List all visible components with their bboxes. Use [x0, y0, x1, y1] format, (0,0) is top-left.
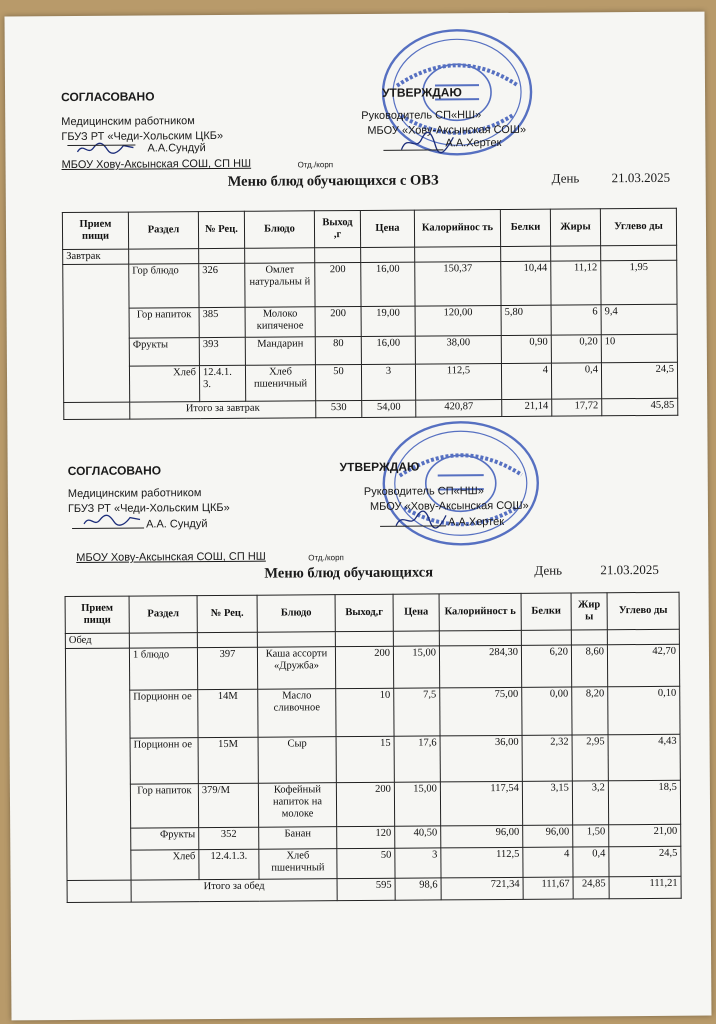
cell-zh: 8,60: [571, 645, 607, 687]
header-cell: Прием пищи: [65, 596, 129, 633]
cell-razdel: Хлеб: [131, 850, 199, 880]
cell-zh: 1,50: [573, 825, 609, 847]
cell-dish: Масло сливочное: [258, 689, 336, 738]
cell-vyhod: 80: [315, 336, 361, 364]
cell-u: 24,5: [601, 362, 677, 399]
cell-zh: 3,2: [572, 781, 608, 825]
header-cell: Раздел: [129, 596, 197, 633]
total-zh: 24,85: [573, 877, 609, 899]
cell-dish: Сыр: [258, 737, 336, 784]
table-row: [63, 334, 677, 366]
cell-razdel: Порционн ое: [130, 738, 198, 784]
cell-vyhod: 10: [336, 688, 394, 736]
header-cell: Раздел: [128, 212, 198, 249]
cell-u: 24,5: [609, 846, 681, 877]
cell-rec: 12.4.1.3.: [199, 849, 259, 879]
cell-vyhod: 15: [336, 736, 394, 782]
cell-u: 9,4: [601, 304, 677, 335]
cell-kcal: 96,00: [441, 825, 523, 848]
cell-kcal: 284,30: [439, 645, 521, 688]
left-line-1: Медицинским работником: [67, 487, 202, 501]
cell-kcal: 36,00: [440, 735, 522, 782]
header-cell: Выход ,г: [314, 210, 360, 247]
header-cell: Калорийност ь: [439, 593, 521, 631]
header-cell: Цена: [360, 210, 414, 247]
cell-price: 17,6: [394, 736, 440, 782]
cell-price: 16,00: [361, 336, 415, 364]
right-line-2: МБОУ «Хову-Аксынская СОШ»: [369, 499, 529, 513]
day-label: День: [534, 562, 563, 578]
left-line-3: А.А.Сундуй: [147, 142, 206, 155]
cell-razdel: Фрукты: [131, 828, 199, 850]
cell-dish: Хлеб пшеничный: [245, 365, 315, 401]
cell-zh: 2,95: [572, 735, 608, 781]
menu-date: 21.03.2025: [600, 561, 659, 578]
cell-vyhod: 50: [337, 848, 395, 878]
cell-dish: Каша ассорти «Дружба»: [257, 647, 335, 690]
cell-u: 4,43: [608, 734, 680, 781]
cell-razdel: Гор напиток: [130, 784, 198, 828]
cell-b: 2,32: [522, 735, 572, 781]
right-line-1: Руководитель СП«НШ»: [361, 109, 482, 122]
left-line-2: ГБУЗ РТ «Чеди-Хольским ЦКБ»: [67, 501, 230, 516]
cell-b: 10,44: [501, 261, 551, 305]
cell-b: 4: [523, 847, 573, 877]
cell-rec: 15М: [198, 737, 258, 783]
document-page: [5, 12, 712, 1021]
approved-left-label: СОГЛАСОВАНО: [67, 463, 162, 479]
cell-u: 18,5: [608, 780, 680, 825]
table-row: [63, 304, 677, 338]
cell-price: 3: [361, 364, 415, 400]
cell-zh: 8,20: [572, 687, 608, 735]
cell-razdel: Гор блюдо: [129, 264, 199, 308]
right-line-3: А.А.Хертек: [445, 136, 502, 150]
cell-rec: 14М: [198, 689, 258, 737]
table-header: [65, 592, 679, 633]
header-cell: Белки: [521, 593, 571, 630]
cell-rec: 352: [199, 827, 259, 849]
cell-vyhod: 50: [315, 364, 361, 400]
cell-u: 10: [601, 334, 677, 363]
cell-rec: 326: [199, 263, 245, 307]
table-row: [63, 362, 677, 402]
cell-dish: Мандарин: [245, 337, 315, 365]
cell-zh: 0,4: [573, 847, 609, 877]
cell-b: 5,80: [501, 305, 551, 335]
left-line-3: А.А. Сундуй: [146, 518, 208, 531]
total-kcal: 721,34: [441, 877, 523, 900]
cell-dish: Хлеб пшеничный: [259, 849, 337, 880]
cell-price: 3: [395, 848, 441, 878]
cell-dish: Молоко кипяченое: [245, 307, 315, 337]
cell-price: 16,00: [361, 262, 415, 306]
cell-razdel: Гор напиток: [129, 308, 199, 338]
cell-u: 1,95: [601, 260, 677, 305]
header-cell: Калорийнос ть: [414, 209, 500, 247]
header-cell: Жиры: [550, 209, 600, 246]
cell-kcal: 120,00: [415, 305, 501, 336]
cell-razdel: Фрукты: [129, 338, 199, 366]
cell-rec: 379/М: [198, 783, 258, 827]
cell-price: 15,00: [393, 646, 439, 688]
cell-price: 15,00: [394, 782, 440, 826]
cell-vyhod: 200: [335, 646, 393, 688]
header-cell: Цена: [393, 594, 439, 631]
table-row: [67, 846, 681, 880]
cell-price: 40,50: [395, 826, 441, 848]
total-row: [67, 876, 681, 902]
total-kcal: 420,87: [416, 399, 502, 417]
header-cell: Блюдо: [257, 595, 335, 633]
header-cell: Выход,г: [335, 594, 393, 631]
table-row: [66, 686, 680, 738]
left-line-4: МБОУ Хову-Аксынская СОШ, СП НШ: [61, 157, 252, 172]
total-label: Итого за обед: [131, 879, 337, 902]
small-note: Отд./корп: [297, 160, 334, 170]
cell-rec: 397: [197, 647, 257, 689]
total-b: 21,14: [502, 399, 552, 416]
menu-date: 21.03.2025: [611, 169, 671, 186]
total-price: 54,00: [362, 400, 416, 417]
approved-right-label: УТВЕРЖДАЮ: [339, 459, 420, 475]
total-label: Итого за завтрак: [130, 401, 316, 419]
cell-razdel: 1 блюдо: [129, 648, 197, 690]
header-cell: Жир ы: [571, 593, 607, 630]
cell-razdel: Хлеб: [129, 366, 199, 402]
total-u: 111,21: [609, 876, 681, 899]
cell-zh: 0,4: [551, 363, 601, 399]
cell-b: 3,15: [522, 781, 572, 825]
cell-kcal: 112,5: [441, 847, 523, 878]
cell-b: 0,00: [522, 687, 572, 735]
header-cell: Блюдо: [244, 211, 314, 248]
approved-left-label: СОГЛАСОВАНО: [61, 89, 155, 105]
table-header: [62, 208, 676, 249]
table-row: [63, 260, 677, 308]
small-note: Отд./корп: [308, 553, 344, 563]
total-price: 98,6: [395, 878, 441, 900]
day-label: День: [551, 170, 580, 186]
cell-kcal: 117,54: [440, 781, 522, 826]
cell-rec: 393: [199, 337, 245, 365]
total-row: [64, 398, 678, 419]
cell-rec: 385: [199, 307, 245, 337]
cell-zh: 0,20: [551, 335, 601, 363]
menu-title: Меню блюд обучающихся с ОВЗ: [227, 172, 439, 190]
total-zh: 17,72: [552, 399, 602, 416]
cell-zh: 6: [551, 305, 601, 335]
total-b: 111,67: [523, 877, 573, 899]
header-cell: Углево ды: [607, 592, 679, 630]
cell-kcal: 150,37: [415, 261, 501, 306]
cell-rec: 12.4.1. 3.: [199, 365, 245, 401]
cell-b: 96,00: [523, 825, 573, 847]
total-vyhod: 530: [316, 400, 362, 417]
left-line-2: ГБУЗ РТ «Чеди-Хольским ЦКБ»: [61, 129, 224, 144]
section-label: Обед: [65, 633, 129, 648]
cell-b: 4: [501, 363, 551, 399]
cell-u: 21,00: [609, 824, 681, 847]
header-cell: Прием пищи: [62, 212, 128, 249]
total-vyhod: 595: [337, 878, 395, 900]
menu-document-ovz: [5, 12, 705, 415]
cell-vyhod: 200: [315, 306, 361, 336]
cell-dish: Омлет натуральны й: [245, 263, 315, 307]
cell-b: 0,90: [501, 335, 551, 363]
table-row: [66, 734, 680, 784]
cell-dish: Кофейный напиток на молоке: [258, 783, 336, 828]
cell-b: 6,20: [521, 645, 571, 687]
cell-zh: 11,12: [551, 261, 601, 305]
approved-right-label: УТВЕРЖДАЮ: [381, 85, 462, 100]
menu-table: [65, 592, 682, 903]
section-label: Завтрак: [63, 249, 129, 264]
header-cell: № Рец.: [197, 595, 257, 632]
header-cell: Белки: [500, 209, 550, 246]
cell-vyhod: 200: [336, 782, 394, 826]
cell-price: 7,5: [394, 688, 440, 736]
left-line-4: МБОУ Хову-Аксынская СОШ, СП НШ: [76, 550, 266, 564]
table-row: [66, 780, 680, 828]
cell-vyhod: 120: [337, 826, 395, 848]
right-line-1: Руководитель СП«НШ»: [363, 485, 484, 498]
cell-dish: Банан: [259, 827, 337, 850]
left-line-1: Медицинским работником: [61, 115, 195, 129]
cell-kcal: 75,00: [440, 687, 522, 736]
cell-kcal: 38,00: [415, 335, 501, 364]
header-cell: Углево ды: [600, 208, 676, 246]
menu-title: Меню блюд обучающихся: [264, 564, 434, 582]
table-row: [65, 644, 679, 690]
cell-price: 19,00: [361, 306, 415, 336]
total-u: 45,85: [602, 398, 678, 416]
menu-table: [62, 208, 678, 420]
cell-razdel: Порционн ое: [130, 690, 198, 738]
cell-kcal: 112,5: [415, 363, 501, 400]
signature-icon: [75, 140, 135, 158]
cell-u: 42,70: [607, 644, 679, 687]
right-line-2: МБОУ «Хову-Аксынская СОШ»: [367, 123, 527, 137]
cell-u: 0,10: [608, 686, 680, 735]
right-line-3: А.А.Хертек: [448, 515, 505, 529]
cell-vyhod: 200: [315, 262, 361, 306]
header-cell: № Рец.: [198, 211, 244, 248]
signature-icon: [392, 507, 450, 531]
